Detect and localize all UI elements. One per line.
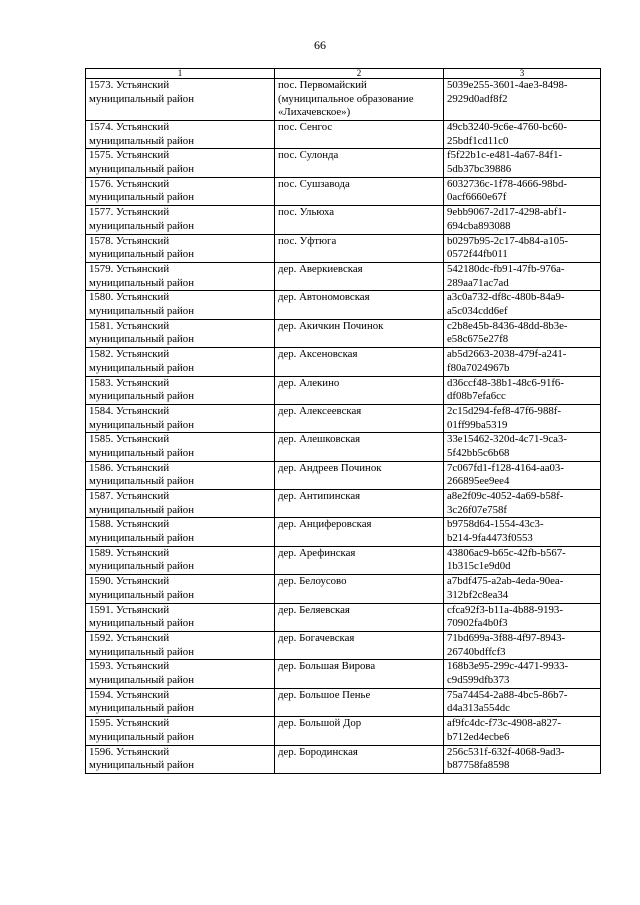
cell-line: c2b8e45b-8436-48dd-8b3e-	[447, 319, 568, 332]
cell-line: муниципальный район	[89, 730, 194, 743]
fias-guid-cell	[444, 149, 601, 177]
fias-guid-cell	[444, 121, 601, 149]
cell-line: 1594. Устьянский	[89, 688, 170, 701]
settlement-cell	[275, 376, 444, 404]
cell-line: 70902fa4b0f3	[447, 617, 508, 630]
fias-guid-cell	[444, 632, 601, 660]
cell-line: дер. Большой Дор	[278, 717, 362, 730]
fias-guid-cell	[444, 745, 601, 773]
fias-guid-cell	[444, 546, 601, 574]
settlement-cell	[275, 688, 444, 716]
cell-line: муниципальный район	[89, 475, 194, 488]
cell-line: 0572f44fb011	[447, 248, 508, 261]
fias-guid-cell	[444, 461, 601, 489]
cell-line: дер. Большое Пенье	[278, 688, 371, 701]
cell-line: муниципальный район	[89, 304, 194, 317]
fias-guid-cell	[444, 490, 601, 518]
cell-line: 43806ac9-b65c-42fb-b567-	[447, 546, 566, 559]
table-row	[86, 603, 601, 631]
cell-line: 33e15462-320d-4c71-9ca3-	[447, 433, 567, 446]
cell-line: 1577. Устьянский	[89, 206, 170, 219]
table-row	[86, 745, 601, 773]
settlement-cell	[275, 319, 444, 347]
settlement-cell	[275, 234, 444, 262]
cell-line: 9ebb9067-2d17-4298-abf1-	[447, 206, 567, 219]
settlement-cell	[275, 206, 444, 234]
settlement-cell	[275, 404, 444, 432]
table-row	[86, 688, 601, 716]
cell-line: b712ed4ecbe6	[447, 730, 510, 743]
fias-guid-cell	[444, 206, 601, 234]
cell-line: 1589. Устьянский	[89, 546, 170, 559]
cell-line: 01ff99ba5319	[447, 418, 508, 431]
cell-line: 289aa71ac7ad	[447, 276, 509, 289]
cell-line: 5039e255-3601-4ae3-8498-	[447, 79, 568, 91]
settlement-cell	[275, 262, 444, 290]
cell-line: f80a7024967b	[447, 361, 510, 374]
municipality-cell	[86, 319, 275, 347]
settlement-cell	[275, 149, 444, 177]
municipality-cell	[86, 376, 275, 404]
municipality-cell	[86, 660, 275, 688]
cell-line: дер. Автономовская	[278, 291, 370, 304]
cell-line: 312bf2c8ea34	[447, 588, 509, 601]
cell-line: 1583. Устьянский	[89, 376, 170, 389]
settlement-cell	[275, 518, 444, 546]
table-row	[86, 234, 601, 262]
cell-line: b9758d64-1554-43c3-	[447, 518, 544, 531]
cell-line: e58c675e27f8	[447, 333, 509, 346]
table-row	[86, 177, 601, 205]
cell-line: 1591. Устьянский	[89, 603, 170, 616]
fias-guid-cell	[444, 688, 601, 716]
municipality-cell	[86, 234, 275, 262]
cell-line: 694cba893088	[447, 219, 511, 232]
settlement-cell	[275, 348, 444, 376]
settlement-cell	[275, 632, 444, 660]
cell-line: 1585. Устьянский	[89, 433, 170, 446]
cell-line: пос. Сулонда	[278, 149, 339, 162]
cell-line: df08b7efa6cc	[447, 390, 506, 403]
municipality-cell	[86, 490, 275, 518]
cell-line: 256c531f-632f-4068-9ad3-	[447, 745, 565, 758]
cell-line: муниципальный район	[89, 418, 194, 431]
cell-line: 1575. Устьянский	[89, 149, 170, 162]
cell-line: дер. Антипинская	[278, 490, 361, 503]
cell-line: муниципальный район	[89, 560, 194, 573]
cell-line: муниципальный район	[89, 134, 194, 147]
cell-line: дер. Беляевская	[278, 603, 350, 616]
settlement-cell	[275, 546, 444, 574]
cell-line: муниципальный район	[89, 617, 194, 630]
table-row	[86, 262, 601, 290]
cell-line: 1596. Устьянский	[89, 745, 170, 758]
municipality-cell	[86, 149, 275, 177]
table-row	[86, 660, 601, 688]
settlement-cell	[275, 660, 444, 688]
cell-line: 1586. Устьянский	[89, 461, 170, 474]
settlement-cell	[275, 575, 444, 603]
cell-line: муниципальный район	[89, 219, 194, 232]
cell-line: пос. Сушзавода	[278, 177, 350, 190]
settlement-cell	[275, 490, 444, 518]
cell-line: муниципальный район	[89, 191, 194, 204]
cell-line: 5db37bc39886	[447, 162, 512, 175]
cell-line: 266895ee9ee4	[447, 475, 510, 488]
cell-line: муниципальный район	[89, 503, 194, 516]
cell-line: b214-9fa4473f0553	[447, 532, 533, 545]
settlement-cell	[275, 745, 444, 773]
municipality-cell	[86, 291, 275, 319]
table-body	[86, 79, 601, 774]
cell-line: пос. Уфтюга	[278, 234, 337, 247]
cell-line: c9d599dfb373	[447, 674, 510, 687]
cell-line: дер. Бородинская	[278, 745, 358, 758]
cell-line: 7c067fd1-f128-4164-aa03-	[447, 461, 564, 474]
cell-line: 6032736c-1f78-4666-98bd-	[447, 177, 567, 190]
fias-guid-cell	[444, 177, 601, 205]
cell-line: дер. Алешковская	[278, 433, 361, 446]
cell-line: a3c0a732-df8c-480b-84a9-	[447, 291, 565, 304]
cell-line: 1574. Устьянский	[89, 121, 170, 133]
cell-line: a7bdf475-a2ab-4eda-90ea-	[447, 575, 564, 588]
cell-line: d36ccf48-38b1-48c6-91f6-	[447, 376, 564, 389]
cell-line: муниципальный район	[89, 361, 194, 374]
settlement-cell	[275, 717, 444, 745]
municipality-cell	[86, 348, 275, 376]
cell-line: муниципальный район	[89, 248, 194, 261]
municipality-cell	[86, 603, 275, 631]
table-row	[86, 575, 601, 603]
cell-line: муниципальный район	[89, 446, 194, 459]
municipality-cell	[86, 632, 275, 660]
cell-line: дер. Большая Вирова	[278, 660, 376, 673]
cell-line: дер. Акичкин Починок	[278, 319, 384, 332]
municipality-cell	[86, 121, 275, 149]
settlement-cell	[275, 291, 444, 319]
cell-line: cfca92f3-b11a-4b88-9193-	[447, 603, 563, 616]
cell-line: «Лихачевское»)	[278, 106, 351, 119]
cell-line: муниципальный район	[89, 588, 194, 601]
cell-line: 71bd699a-3f88-4f97-8943-	[447, 632, 566, 645]
table-row	[86, 404, 601, 432]
table-row	[86, 518, 601, 546]
municipality-cell	[86, 433, 275, 461]
table-row	[86, 546, 601, 574]
settlements-table	[85, 68, 601, 774]
settlement-cell	[275, 603, 444, 631]
cell-line: 1587. Устьянский	[89, 490, 170, 503]
cell-line: 0acf6660e67f	[447, 191, 507, 204]
fias-guid-cell	[444, 433, 601, 461]
cell-line: дер. Аксеновская	[278, 348, 358, 361]
cell-line: 1590. Устьянский	[89, 575, 170, 588]
table-row	[86, 149, 601, 177]
table-row	[86, 632, 601, 660]
cell-line: 542180dc-fb91-47fb-976a-	[447, 262, 565, 275]
cell-line: 1579. Устьянский	[89, 262, 170, 275]
cell-line: 1593. Устьянский	[89, 660, 170, 673]
cell-line: муниципальный район	[89, 92, 194, 105]
cell-line: (муниципальное образование	[278, 92, 414, 105]
cell-line: муниципальный район	[89, 162, 194, 175]
cell-line: дер. Арефинская	[278, 546, 356, 559]
fias-guid-cell	[444, 575, 601, 603]
settlement-cell	[275, 433, 444, 461]
cell-line: дер. Алексеевская	[278, 404, 362, 417]
cell-line: дер. Андреев Починок	[278, 461, 382, 474]
column-header-2: 2	[275, 69, 444, 79]
cell-line: 5f42bb5c6b68	[447, 446, 510, 459]
fias-guid-cell	[444, 348, 601, 376]
fias-guid-cell	[444, 660, 601, 688]
cell-line: a8e2f09c-4052-4a69-b58f-	[447, 490, 564, 503]
cell-line: ab5d2663-2038-479f-a241-	[447, 348, 567, 361]
cell-line: 1592. Устьянский	[89, 632, 170, 645]
cell-line: 75a74454-2a88-4bc5-86b7-	[447, 688, 568, 701]
municipality-cell	[86, 518, 275, 546]
cell-line: дер. Анциферовская	[278, 518, 372, 531]
cell-line: пос. Первомайский	[278, 79, 367, 91]
municipality-cell	[86, 79, 275, 121]
cell-line: муниципальный район	[89, 759, 194, 772]
municipality-cell	[86, 461, 275, 489]
municipality-cell	[86, 745, 275, 773]
table-row	[86, 433, 601, 461]
table-row	[86, 490, 601, 518]
fias-guid-cell	[444, 518, 601, 546]
cell-line: 2c15d294-fef8-47f6-988f-	[447, 404, 561, 417]
cell-line: 1595. Устьянский	[89, 717, 170, 730]
cell-line: a5c034cdd6ef	[447, 304, 508, 317]
cell-line: b0297b95-2c17-4b84-a105-	[447, 234, 569, 247]
municipality-cell	[86, 262, 275, 290]
table-row	[86, 206, 601, 234]
cell-line: муниципальный район	[89, 674, 194, 687]
cell-line: d4a313a554dc	[447, 702, 510, 715]
table-row	[86, 121, 601, 149]
cell-line: 1582. Устьянский	[89, 348, 170, 361]
cell-line: 1584. Устьянский	[89, 404, 170, 417]
table-header-row	[86, 69, 601, 79]
fias-guid-cell	[444, 717, 601, 745]
fias-guid-cell	[444, 404, 601, 432]
cell-line: 1588. Устьянский	[89, 518, 170, 531]
cell-line: муниципальный район	[89, 333, 194, 346]
settlement-cell	[275, 121, 444, 149]
fias-guid-cell	[444, 291, 601, 319]
fias-guid-cell	[444, 234, 601, 262]
table-row	[86, 376, 601, 404]
cell-line: пос. Ульюха	[278, 206, 335, 219]
fias-guid-cell	[444, 262, 601, 290]
cell-line: муниципальный район	[89, 702, 194, 715]
cell-line: 168b3e95-299c-4471-9933-	[447, 660, 569, 673]
fias-guid-cell	[444, 79, 601, 121]
table-row	[86, 717, 601, 745]
fias-guid-cell	[444, 603, 601, 631]
column-header-3: 3	[444, 69, 601, 79]
cell-line: дер. Богачевская	[278, 632, 355, 645]
table-row	[86, 319, 601, 347]
cell-line: 1b315c1e9d0d	[447, 560, 511, 573]
cell-line: муниципальный район	[89, 532, 194, 545]
column-header-1: 1	[86, 69, 275, 79]
municipality-cell	[86, 404, 275, 432]
table-row	[86, 461, 601, 489]
cell-line: дер. Аверкиевская	[278, 262, 363, 275]
cell-line: 2929d0adf8f2	[447, 92, 508, 105]
cell-line: 1581. Устьянский	[89, 319, 170, 332]
cell-line: 25bdf1cd11c0	[447, 134, 509, 147]
municipality-cell	[86, 575, 275, 603]
municipality-cell	[86, 546, 275, 574]
municipality-cell	[86, 206, 275, 234]
table-row	[86, 79, 601, 121]
cell-line: af9fc4dc-f73c-4908-a827-	[447, 717, 561, 730]
cell-line: 1580. Устьянский	[89, 291, 170, 304]
municipality-cell	[86, 688, 275, 716]
cell-line: 3c26f07e758f	[447, 503, 507, 516]
cell-line: 49cb3240-9c6e-4760-bc60-	[447, 121, 567, 133]
settlement-cell	[275, 461, 444, 489]
settlement-cell	[275, 177, 444, 205]
cell-line: дер. Алекино	[278, 376, 340, 389]
page-number: 66	[314, 38, 326, 52]
cell-line: f5f22b1c-e481-4a67-84f1-	[447, 149, 563, 162]
table-row	[86, 348, 601, 376]
fias-guid-cell	[444, 319, 601, 347]
cell-line: муниципальный район	[89, 276, 194, 289]
cell-line: дер. Белоусово	[278, 575, 347, 588]
settlement-cell	[275, 79, 444, 121]
cell-line: муниципальный район	[89, 390, 194, 403]
cell-line: 1578. Устьянский	[89, 234, 170, 247]
cell-line: 1576. Устьянский	[89, 177, 170, 190]
cell-line: пос. Сенгос	[278, 121, 333, 133]
municipality-cell	[86, 717, 275, 745]
municipality-cell	[86, 177, 275, 205]
cell-line: 1573. Устьянский	[89, 79, 170, 91]
cell-line: b87758fa8598	[447, 759, 510, 772]
fias-guid-cell	[444, 376, 601, 404]
cell-line: 26740bdffcf3	[447, 645, 506, 658]
cell-line: муниципальный район	[89, 645, 194, 658]
table-row	[86, 291, 601, 319]
